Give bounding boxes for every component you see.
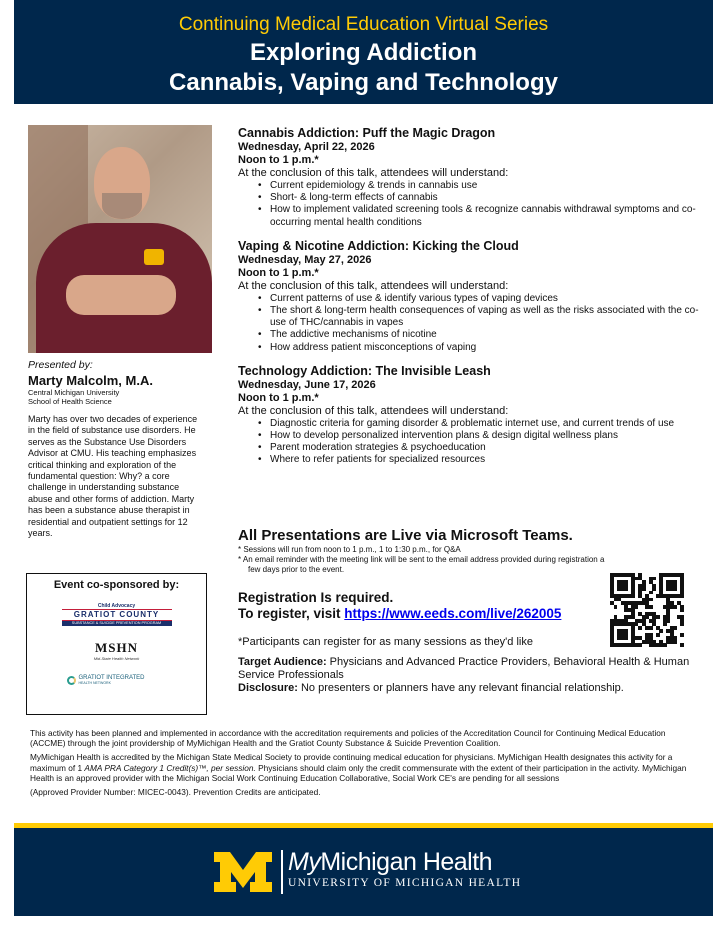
shirt-logo-icon	[144, 249, 164, 265]
live-note: * Sessions will run from noon to 1 p.m., 1 to 1:30 p.m., for Q&A	[238, 545, 461, 554]
list-item: • Current epidemiology & trends in cannabis use	[258, 180, 708, 192]
session-date: Wednesday, June 17, 2026	[238, 378, 376, 391]
gratiot-county-logo: Child Advocacy GRATIOT COUNTY SUBSTANCE & SUICIDE PREVENTION PROGRAM	[62, 603, 172, 626]
registration-required: Registration Is required.	[238, 590, 394, 605]
header-banner	[14, 0, 713, 104]
registration-visit: To register, visit https://www.eeds.com/live/262005	[238, 606, 562, 621]
session-title: Technology Addiction: The Invisible Leash	[238, 363, 491, 378]
target-audience: Target Audience: Physicians and Advanced Practice Providers, Behavioral Health & Human Service Professionals	[238, 656, 690, 681]
provider-number: (Approved Provider Number: MICEC-0043). Prevention Credits are anticipated.	[30, 787, 321, 798]
session-1	[238, 126, 708, 229]
registration-multi: *Participants can register for as many sessions as they'd like	[238, 636, 533, 648]
page-subtitle: Cannabis, Vaping and Technology	[169, 69, 558, 96]
session-intro: At the conclusion of this talk, attendees will understand:	[238, 404, 509, 417]
list-item: • Diagnostic criteria for gaming disorder & problematic internet use, and current trends of use	[258, 418, 708, 430]
brand-divider	[281, 850, 283, 894]
gratiot-integrated-logo: GRATIOT INTEGRATED HEALTH NETWORK	[67, 675, 167, 685]
session-intro: At the conclusion of this talk, attendees will understand:	[238, 279, 509, 292]
presented-by-label: Presented by:	[28, 359, 93, 371]
page-title: Exploring Addiction	[249, 39, 478, 66]
live-note: few days prior to the event.	[248, 565, 345, 574]
list-item: • The short & long-term health consequences of vaping as well as the risks associated with the co-use of THC/cannabis in vapes	[258, 305, 708, 329]
session-time: Noon to 1 p.m.*	[238, 391, 319, 404]
audience-block	[238, 656, 708, 695]
session-title: Vaping & Nicotine Addiction: Kicking the Cloud	[238, 238, 519, 253]
cosponsor-box	[26, 573, 207, 715]
session-date: Wednesday, May 27, 2026	[238, 253, 372, 266]
list-item: • Current patterns of use & identify various types of vaping devices	[258, 293, 708, 305]
presenter-column	[28, 125, 218, 539]
series-title: Continuing Medical Education Virtual Series	[178, 14, 549, 35]
cosponsor-title: Event co-sponsored by:	[53, 579, 180, 591]
list-item: • Where to refer patients for specialized resources	[258, 454, 708, 466]
list-item: • How to implement validated screening tools & recognize cannabis withdrawal symptoms and co-occurring mental health conditions	[258, 204, 708, 228]
session-2	[238, 239, 708, 354]
presenter-name: Marty Malcolm, M.A.	[28, 373, 153, 388]
presenter-school: School of Health Science	[28, 397, 112, 406]
list-item: • Short- & long-term effects of cannabis	[258, 192, 708, 204]
session-title: Cannabis Addiction: Puff the Magic Dragon	[238, 126, 496, 140]
qr-code-icon[interactable]	[610, 573, 684, 647]
sessions-column	[238, 126, 708, 477]
list-item: • The addictive mechanisms of nicotine	[258, 329, 708, 341]
session-date: Wednesday, April 22, 2026	[238, 141, 375, 153]
footer-banner	[14, 828, 713, 916]
live-headline: All Presentations are Live via Microsoft Teams.	[238, 527, 573, 544]
mshn-logo: MSHN Mid-State Health Network	[93, 640, 140, 661]
presenter-photo	[28, 125, 212, 353]
session-3	[238, 364, 708, 467]
fine-print	[30, 728, 690, 801]
presenter-affiliation: Central Michigan University	[28, 388, 120, 397]
list-item: • Parent moderation strategies & psychoeducation	[258, 442, 708, 454]
presenter-bio: Marty has over two decades of experience in the field of substance use disorders. He serves as the Substance Use Disorders Advisor at CMU. His teaching emphasizes critical thinking and exploration of the fundamental question: Why? a core challenge in understanding substance abuse and other forms of addiction. Marty has been a substance abuse therapist in residential and outpatient settings for 12 years.	[28, 414, 198, 539]
session-intro: At the conclusion of this talk, attendees will understand:	[238, 167, 509, 179]
list-item: • How to develop personalized intervention plans & design digital wellness plans	[258, 430, 708, 442]
list-item: • How address patient misconceptions of vaping	[258, 342, 708, 354]
registration-block	[238, 590, 608, 648]
block-m-icon	[212, 850, 274, 894]
credit-text: MyMichigan Health is accredited by the Michigan State Medical Society to provide continuing medical education for physicians. MyMichigan Health designates this activity for a maximum of 1 AMA PRA Category 1 Credit(s)™, per session. Physicians should claim only the credit commensurate with the extent of their participation in the activity. MyMichigan Health is an approved provider with the Michigan Social Work Continuing Education Collaborative, Social Work CE's are pending for all sessions	[30, 752, 687, 783]
live-info	[238, 527, 708, 575]
registration-link[interactable]: https://www.eeds.com/live/262005	[344, 606, 562, 621]
disclosure: Disclosure: No presenters or planners have any relevant financial relationship.	[238, 682, 624, 694]
live-note: * An email reminder with the meeting link will be sent to the email address provided during registration a	[238, 555, 605, 564]
session-time: Noon to 1 p.m.*	[238, 266, 319, 279]
brand-logo: MyMichigan Health UNIVERSITY OF MICHIGAN HEALTH	[288, 848, 522, 889]
accreditation-text: This activity has been planned and implemented in accordance with the accreditation requirements and policies of the Accreditation Council for Continuing Medical Education (ACCME) through the joint providership of MyMichigan Health and the Gratiot County Substance & Suicide Prevention Coalition.	[30, 728, 666, 749]
network-circle-icon	[67, 676, 76, 685]
session-time: Noon to 1 p.m.*	[238, 154, 319, 166]
